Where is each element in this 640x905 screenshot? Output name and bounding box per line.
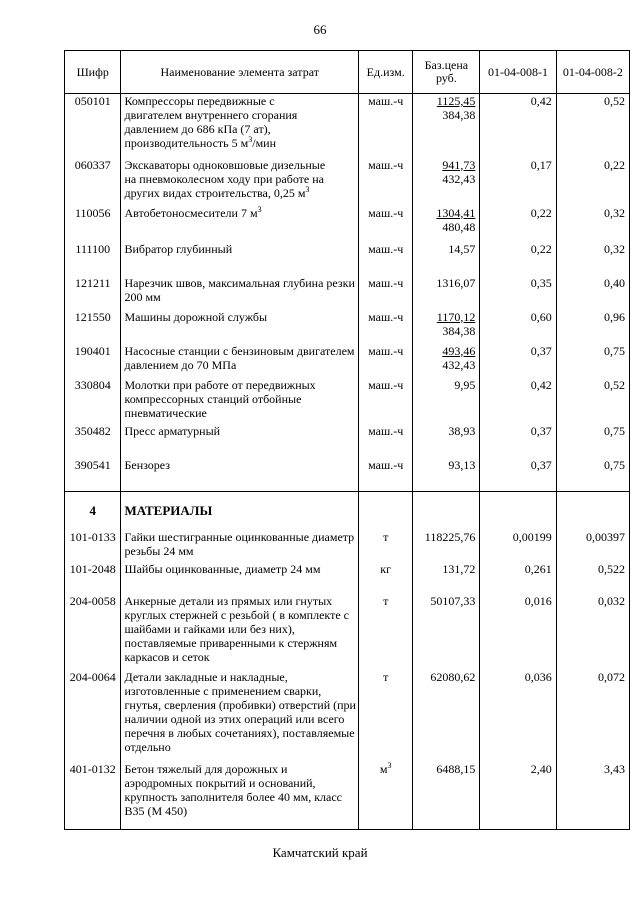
cell-code: 390541 xyxy=(65,458,121,492)
name-line: на пневмоколесном ходу при работе на xyxy=(124,171,324,186)
cost-table xyxy=(64,50,630,830)
cell-value-2: 0,75 xyxy=(556,458,629,492)
price-value: 1125,45 xyxy=(436,94,476,108)
cell-code: 330804 xyxy=(65,378,121,424)
header-code: Шифр xyxy=(65,51,121,94)
unit-text: м xyxy=(379,761,388,776)
cell-price xyxy=(413,206,480,242)
unit-text: маш.-ч xyxy=(368,343,404,358)
name-text: Бензорез xyxy=(124,457,171,472)
cell-value-2: 0,96 xyxy=(556,310,629,344)
name-text: Шайбы оцинкованные, диаметр 24 мм xyxy=(124,561,321,576)
cell-value-1: 0,22 xyxy=(480,242,556,276)
cell-value-1: 0,42 xyxy=(480,378,556,424)
cell-unit xyxy=(358,206,412,242)
price-value: 9,95 xyxy=(454,377,476,392)
price-secondary: 432,43 xyxy=(442,171,476,186)
name-text: Вибратор глубинный xyxy=(124,241,233,256)
footer-region: Камчатский край xyxy=(272,845,368,860)
price-secondary: 432,43 xyxy=(442,357,476,372)
cell-unit xyxy=(358,670,412,762)
cell-value-1: 0,37 xyxy=(480,424,556,458)
cell-code: 110056 xyxy=(65,206,121,242)
unit-text: маш.-ч xyxy=(368,457,404,472)
cell-unit xyxy=(358,94,412,158)
cell-value-2: 0,32 xyxy=(556,206,629,242)
cell-unit xyxy=(358,594,412,670)
cell-price xyxy=(413,310,480,344)
cell-name xyxy=(121,94,359,158)
name-line: других видах строительства, 0,25 м xyxy=(124,185,306,200)
table-row xyxy=(65,378,630,424)
header-name: Наименование элемента затрат xyxy=(121,51,359,94)
cell-price xyxy=(413,94,480,158)
cell-unit xyxy=(358,458,412,492)
cell-name xyxy=(121,530,359,562)
header-col1: 01-04-008-1 xyxy=(480,51,556,94)
header-price: Баз.цена руб. xyxy=(413,51,480,94)
unit-text: т xyxy=(383,529,389,544)
table-row xyxy=(65,242,630,276)
cell-price xyxy=(413,562,480,594)
unit-text: маш.-ч xyxy=(368,205,404,220)
unit-superscript: 3 xyxy=(305,184,310,194)
price-value: 1316,07 xyxy=(436,275,476,290)
name-text: Анкерные детали из прямых или гнутых круглых стержней с резьбой ( в комплекте с шайбами и гайками или без них), поставляемые приваренными к стержням каркасов и сеток xyxy=(124,593,349,664)
cell-name xyxy=(121,206,359,242)
cell-code: 101-0133 xyxy=(65,530,121,562)
cell-price xyxy=(413,670,480,762)
price-value: 38,93 xyxy=(448,423,476,438)
price-secondary: 384,38 xyxy=(442,108,476,122)
cell-price xyxy=(413,378,480,424)
table-row xyxy=(65,530,630,562)
empty-cell xyxy=(556,492,629,530)
name-line: двигателем внутреннего сгорания xyxy=(124,108,298,122)
price-secondary: 384,38 xyxy=(442,323,476,338)
cell-code: 350482 xyxy=(65,424,121,458)
cell-value-1: 0,35 xyxy=(480,276,556,310)
cell-value-1: 0,37 xyxy=(480,344,556,378)
cell-value-1: 2,40 xyxy=(480,762,556,830)
cell-value-1: 0,60 xyxy=(480,310,556,344)
cell-unit xyxy=(358,378,412,424)
unit-text: маш.-ч xyxy=(368,377,404,392)
cell-name xyxy=(121,458,359,492)
price-value: 941,73 xyxy=(442,157,476,172)
price-value: 131,72 xyxy=(442,561,476,576)
cell-name xyxy=(121,344,359,378)
cell-value-1: 0,016 xyxy=(480,594,556,670)
cell-name xyxy=(121,158,359,206)
table-row xyxy=(65,424,630,458)
cell-unit xyxy=(358,344,412,378)
cell-value-2: 0,40 xyxy=(556,276,629,310)
cell-name xyxy=(121,424,359,458)
table-row xyxy=(65,206,630,242)
table-row xyxy=(65,670,630,762)
cell-value-2: 0,522 xyxy=(556,562,629,594)
cell-value-2: 0,072 xyxy=(556,670,629,762)
cell-value-2: 0,00397 xyxy=(556,530,629,562)
cell-value-2: 0,32 xyxy=(556,242,629,276)
cell-name xyxy=(121,594,359,670)
name-text: Детали закладные и накладные, изготовленные с применением сварки, гнутья, сверления (пробивки) отверстий (при наличии одной из этих операций или всего перечня в любых сочетаниях), поставляемые отдельно xyxy=(124,669,356,754)
cell-price xyxy=(413,530,480,562)
cell-code: 111100 xyxy=(65,242,121,276)
price-value: 118225,76 xyxy=(424,529,476,544)
table-row xyxy=(65,158,630,206)
name-line: Компрессоры передвижные с xyxy=(124,94,275,108)
cell-name xyxy=(121,310,359,344)
price-value: 62080,62 xyxy=(430,669,476,684)
unit-superscript: 3 xyxy=(387,760,392,770)
section-title: МАТЕРИАЛЫ xyxy=(121,492,359,530)
header-unit: Ед.изм. xyxy=(358,51,412,94)
cell-price xyxy=(413,158,480,206)
cell-code: 050101 xyxy=(65,94,121,158)
cell-unit xyxy=(358,762,412,830)
cell-unit xyxy=(358,158,412,206)
name-line: давлением до 686 кПа (7 ат), xyxy=(124,122,271,136)
cell-code: 121550 xyxy=(65,310,121,344)
table-row xyxy=(65,458,630,492)
name-text: Молотки при работе от передвижных компрессорных станций отбойные пневматические xyxy=(124,377,316,420)
cell-value-2: 0,75 xyxy=(556,344,629,378)
price-value: 1304,41 xyxy=(436,205,476,220)
name-text: Нарезчик швов, максимальная глубина резки 200 мм xyxy=(124,275,355,304)
table-row xyxy=(65,762,630,830)
cell-name xyxy=(121,242,359,276)
cell-unit xyxy=(358,562,412,594)
unit-text: маш.-ч xyxy=(368,309,404,324)
section-number: 4 xyxy=(65,492,121,530)
cell-price xyxy=(413,424,480,458)
cell-value-2: 0,52 xyxy=(556,94,629,158)
price-value: 50107,33 xyxy=(430,593,476,608)
header-col2: 01-04-008-2 xyxy=(556,51,629,94)
table-row xyxy=(65,594,630,670)
price-secondary: 480,48 xyxy=(442,219,476,234)
price-value: 14,57 xyxy=(448,241,476,256)
cell-code: 101-2048 xyxy=(65,562,121,594)
cell-price xyxy=(413,594,480,670)
name-line: /мин xyxy=(252,136,277,150)
unit-text: маш.-ч xyxy=(368,275,404,290)
price-value: 1170,12 xyxy=(436,309,476,324)
cell-name xyxy=(121,670,359,762)
name-text: Гайки шестигранные оцинкованные диаметр резьбы 24 мм xyxy=(124,529,355,558)
unit-text: маш.-ч xyxy=(368,157,404,172)
empty-cell xyxy=(358,492,412,530)
table-row xyxy=(65,344,630,378)
cell-price xyxy=(413,458,480,492)
empty-cell xyxy=(413,492,480,530)
cell-code: 401-0132 xyxy=(65,762,121,830)
name-line: Экскаваторы одноковшовые дизельные xyxy=(124,157,326,172)
name-line: производительность 5 м xyxy=(124,136,249,150)
cell-price xyxy=(413,344,480,378)
cell-code: 121211 xyxy=(65,276,121,310)
cell-value-1: 0,17 xyxy=(480,158,556,206)
cell-price xyxy=(413,762,480,830)
table-row xyxy=(65,310,630,344)
cell-value-2: 0,22 xyxy=(556,158,629,206)
cell-unit xyxy=(358,276,412,310)
name-text: Автобетоносмесители 7 м xyxy=(124,205,258,220)
cell-code: 204-0064 xyxy=(65,670,121,762)
unit-text: маш.-ч xyxy=(368,241,404,256)
cell-code: 060337 xyxy=(65,158,121,206)
table-row xyxy=(65,276,630,310)
cell-value-2: 0,52 xyxy=(556,378,629,424)
cell-value-2: 0,75 xyxy=(556,424,629,458)
cell-code: 190401 xyxy=(65,344,121,378)
cell-value-1: 0,37 xyxy=(480,458,556,492)
unit-text: маш.-ч xyxy=(368,94,404,108)
unit-text: т xyxy=(383,669,389,684)
cell-value-1: 0,261 xyxy=(480,562,556,594)
cell-code: 204-0058 xyxy=(65,594,121,670)
unit-text: кг xyxy=(380,561,392,576)
unit-superscript: 3 xyxy=(257,204,262,214)
cell-price xyxy=(413,242,480,276)
cell-name xyxy=(121,276,359,310)
cell-price xyxy=(413,276,480,310)
unit-text: т xyxy=(383,593,389,608)
cell-unit xyxy=(358,530,412,562)
name-text: Насосные станции с бензиновым двигателем давлением до 70 МПа xyxy=(124,343,355,372)
name-text: Пресс арматурный xyxy=(124,423,221,438)
cell-unit xyxy=(358,424,412,458)
empty-cell xyxy=(480,492,556,530)
name-text: Машины дорожной службы xyxy=(124,309,268,324)
cell-value-1: 0,00199 xyxy=(480,530,556,562)
price-value: 6488,15 xyxy=(436,761,476,776)
cell-name xyxy=(121,562,359,594)
price-value: 93,13 xyxy=(448,457,476,472)
cell-name xyxy=(121,378,359,424)
name-text: Бетон тяжелый для дорожных и аэродромных покрытий и оснований, крупность заполнителя более 40 мм, класс В35 (М 450) xyxy=(124,761,342,818)
cell-value-2: 3,43 xyxy=(556,762,629,830)
cell-unit xyxy=(358,242,412,276)
price-value: 493,46 xyxy=(442,343,476,358)
unit-superscript: 3 xyxy=(248,135,253,144)
cell-value-1: 0,42 xyxy=(480,94,556,158)
table-row xyxy=(65,94,630,158)
table-row xyxy=(65,562,630,594)
cell-value-1: 0,036 xyxy=(480,670,556,762)
unit-text: маш.-ч xyxy=(368,423,404,438)
page-number: 66 xyxy=(313,22,327,37)
cell-value-2: 0,032 xyxy=(556,594,629,670)
cell-unit xyxy=(358,310,412,344)
cell-value-1: 0,22 xyxy=(480,206,556,242)
section-row xyxy=(65,492,630,530)
cell-name xyxy=(121,762,359,830)
